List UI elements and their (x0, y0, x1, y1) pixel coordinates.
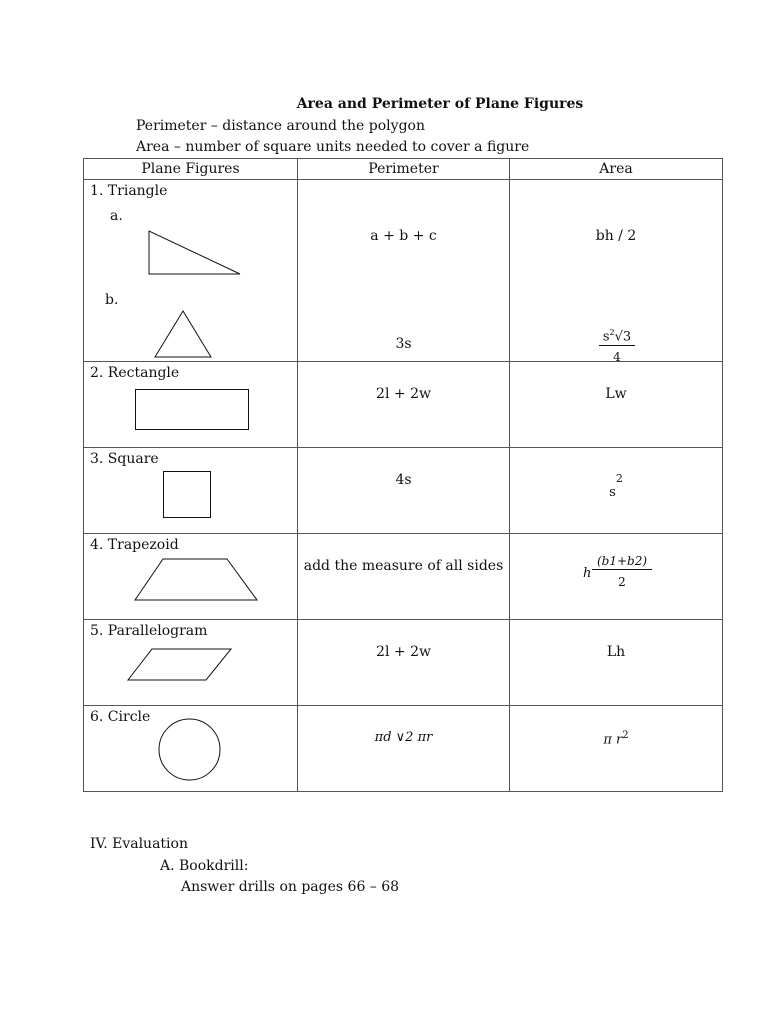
perimeter-definition: Perimeter – distance around the polygon (136, 118, 425, 134)
figure-cell-rectangle (84, 362, 298, 448)
perimeter-cell-parallelogram (298, 620, 510, 706)
area-cell-square (510, 448, 723, 534)
area-trapezoid-den: 2 (618, 575, 626, 589)
figure-label: 5. Parallelogram (90, 623, 208, 639)
area-square-sup: 2 (615, 472, 623, 485)
figure-cell-circle (84, 706, 298, 792)
figure-cell-parallelogram (84, 620, 298, 706)
area-parallelogram: Lh (606, 644, 626, 660)
perimeter-triangle-a: a + b + c (370, 228, 437, 244)
evaluation-item: A. Bookdrill: (160, 858, 249, 874)
area-circle-base: π r (603, 732, 623, 748)
area-circle (510, 730, 722, 747)
area-cell-trapezoid (510, 534, 723, 620)
perimeter-square: 4s (395, 472, 412, 488)
evaluation-heading: IV. Evaluation (90, 836, 188, 852)
sub-label-a: a. (110, 208, 123, 224)
area-cell-parallelogram (510, 620, 723, 706)
table-row-parallelogram (84, 620, 723, 706)
sub-label-b: b. (105, 292, 119, 308)
figure-label: 3. Square (90, 451, 159, 467)
area-definition: Area – number of square units needed to cover a figure (136, 139, 530, 155)
header-plane-figures: Plane Figures (84, 159, 298, 180)
right-triangle-shape (148, 230, 242, 276)
perimeter-parallelogram: 2l + 2w (376, 644, 431, 660)
area-triangle-b-root: √3 (614, 329, 632, 345)
trapezoid-shape (134, 558, 258, 601)
figure-cell-triangle (84, 180, 298, 362)
area-cell-rectangle (510, 362, 723, 448)
area-square-base: s (609, 485, 616, 501)
area-trapezoid-h: h (583, 566, 592, 581)
table-row-rectangle (84, 362, 723, 448)
perimeter-rectangle: 2l + 2w (376, 386, 431, 402)
area-circle-sup: 2 (622, 730, 629, 741)
rectangle-shape (135, 389, 249, 430)
figure-label: 4. Trapezoid (90, 537, 179, 553)
area-triangle-b-sup: 2 (609, 328, 615, 337)
perimeter-cell-trapezoid (298, 534, 510, 620)
figure-label: 1. Triangle (90, 183, 168, 199)
area-cell-circle (510, 706, 723, 792)
table-row-square (84, 448, 723, 534)
figure-cell-trapezoid (84, 534, 298, 620)
header-perimeter: Perimeter (298, 159, 510, 180)
perimeter-triangle-b: 3s (395, 336, 412, 352)
table-row-trapezoid (84, 534, 723, 620)
perimeter-trapezoid: add the measure of all sides (303, 558, 504, 574)
table-row-circle (84, 706, 723, 792)
circle-shape (158, 718, 221, 781)
page-title: Area and Perimeter of Plane Figures (296, 96, 584, 112)
square-shape (163, 471, 212, 518)
header-area: Area (510, 159, 723, 180)
table-header-row (84, 159, 723, 180)
table-row-triangle (84, 180, 723, 362)
area-triangle-b-den: 4 (613, 350, 621, 364)
figure-cell-square (84, 448, 298, 534)
area-triangle-b-s: s (602, 329, 610, 345)
evaluation-instruction: Answer drills on pages 66 – 68 (181, 879, 400, 895)
perimeter-cell-circle (298, 706, 510, 792)
perimeter-cell-square (298, 448, 510, 534)
perimeter-cell-triangle (298, 180, 510, 362)
parallelogram-shape (127, 648, 233, 682)
perimeter-cell-rectangle (298, 362, 510, 448)
perimeter-circle: πd ∨2 πr (374, 730, 433, 745)
area-cell-triangle (510, 180, 723, 362)
figure-label: 6. Circle (90, 709, 151, 725)
area-triangle-a: bh / 2 (595, 228, 637, 244)
equilateral-triangle-shape (154, 310, 212, 358)
figures-table (83, 158, 723, 792)
area-rectangle: Lw (605, 386, 627, 402)
area-trapezoid-num: (b1+b2) (592, 554, 652, 570)
figure-label: 2. Rectangle (90, 365, 180, 381)
area-square (510, 472, 722, 501)
